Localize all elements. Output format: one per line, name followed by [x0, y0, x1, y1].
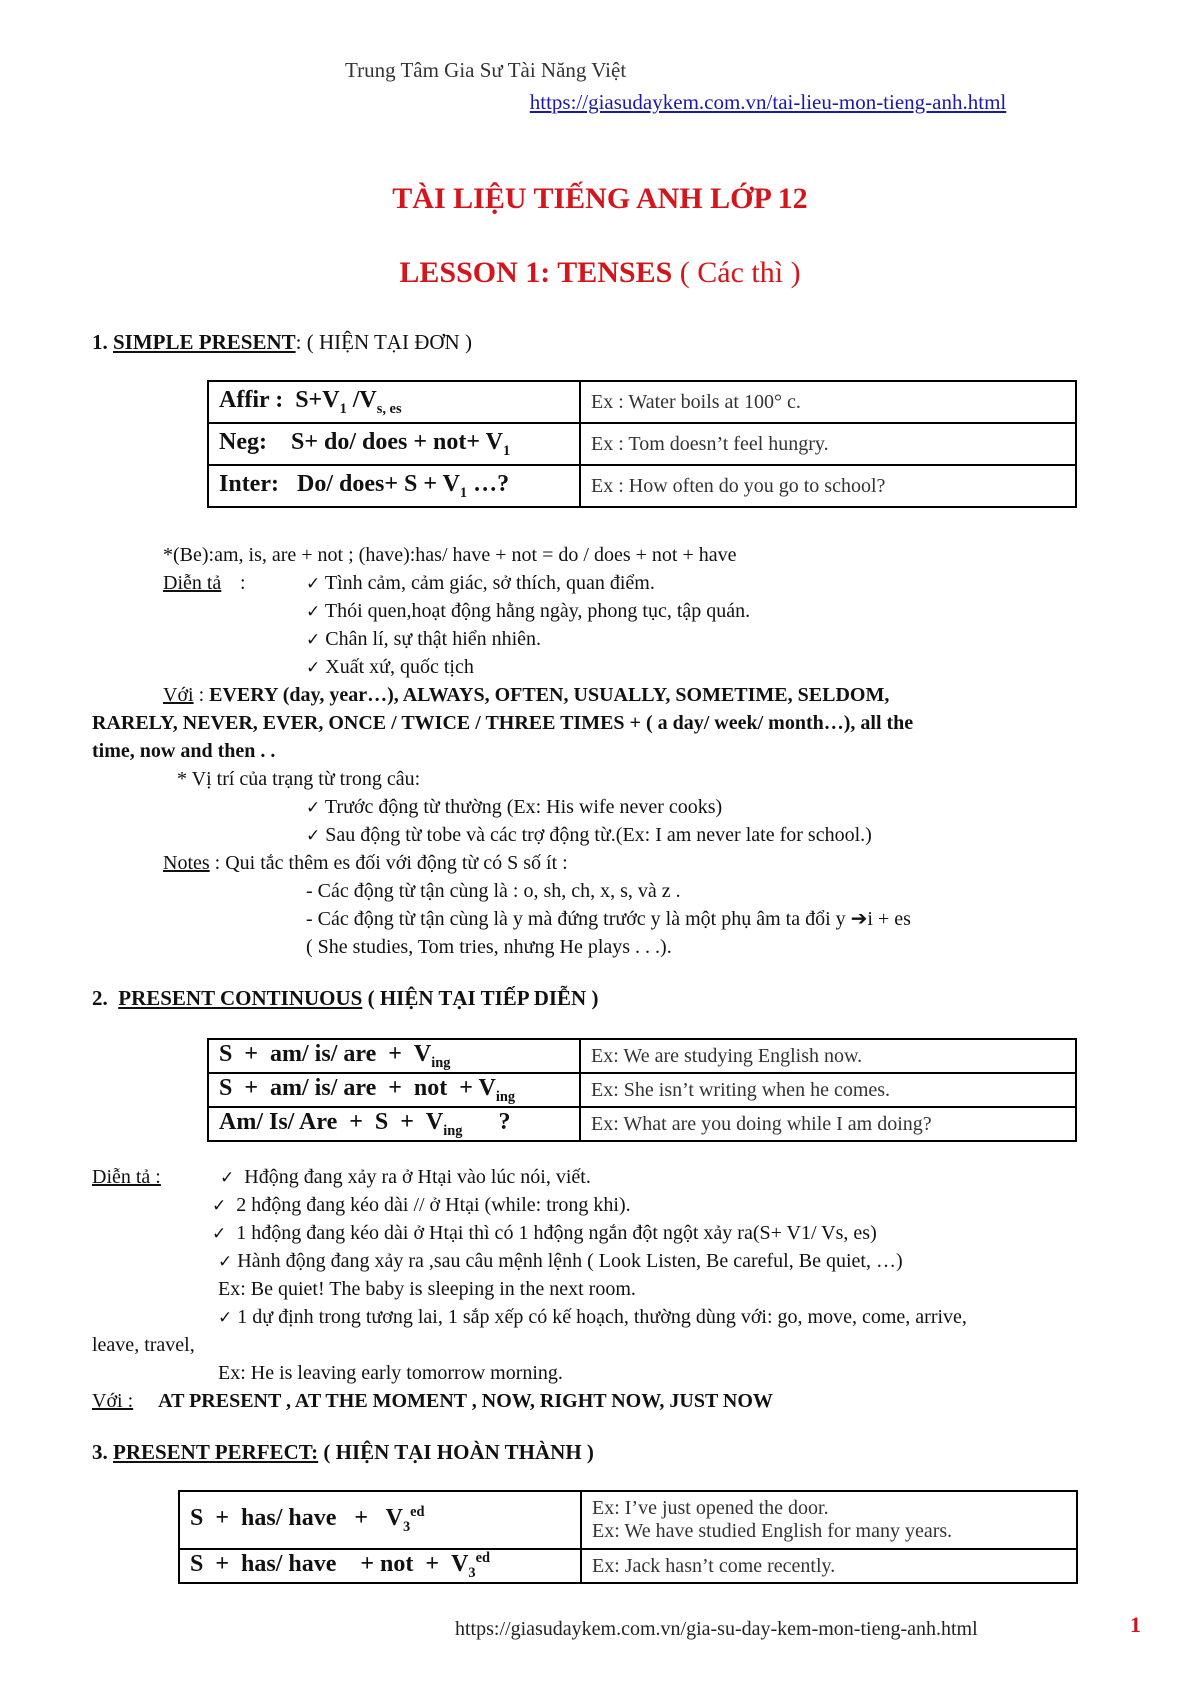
lesson-main: LESSON 1: TENSES — [399, 256, 673, 289]
example-cell: Ex: She isn’t writing when he comes. — [580, 1073, 1076, 1107]
use-item: ✓ Xuất xứ, quốc tịch — [306, 656, 474, 678]
check-icon: ✓ — [220, 1168, 235, 1188]
formula-cell: Neg: S+ do/ does + $not+ V_1$ — [208, 423, 580, 465]
table-row — [179, 1549, 1077, 1583]
example-line: Ex: He is leaving early tomorrow morning. — [218, 1362, 563, 1384]
lesson-sub: ( Các thì ) — [679, 256, 801, 289]
table-row — [208, 1073, 1076, 1107]
dienta-label: Diễn tả — [163, 572, 222, 594]
header-org: Trung Tâm Gia Sư Tài Năng Việt — [345, 58, 627, 82]
use-item: ✓ 2 hđộng đang kéo dài // ở Htại (while: trong khi). — [212, 1194, 631, 1216]
example-cell: Ex : How often do you go to school? — [580, 465, 1076, 507]
dienta-label-2: Diễn tả : — [92, 1166, 161, 1188]
use-item: ✓ Thói quen,hoạt động hằng ngày, phong tục, tập quán. — [306, 600, 751, 622]
example-line: Ex: Be quiet! The baby is sleeping in the next room. — [218, 1278, 636, 1300]
formula-cell: S + am/ is/ are + not + $V_{ing}$ — [208, 1073, 580, 1107]
section-3-vn: ( HIỆN TẠI HOÀN THÀNH ) — [323, 1440, 594, 1464]
table-row — [208, 1107, 1076, 1141]
check-icon: ✓ — [218, 1252, 233, 1272]
section-2-number: 2. — [92, 986, 108, 1010]
rule-item: ( She studies, Tom tries, nhưng He plays . . .). — [306, 936, 672, 958]
table-row — [208, 465, 1076, 507]
formula-cell: S + has/ have + not + $V_3^{ed}$ — [179, 1549, 581, 1583]
example-cell: Ex: Jack hasn’t come recently. — [581, 1549, 1077, 1583]
check-icon: ✓ — [306, 658, 321, 678]
row-label: Neg: — [219, 428, 267, 455]
section-1-heading — [92, 330, 472, 355]
notes-line: Notes : Qui tắc thêm es đối với động từ có S số ít : — [163, 852, 568, 874]
example-cell: Ex: What are you doing while I am doing? — [580, 1107, 1076, 1141]
footer-link[interactable]: https://giasudaykem.com.vn/gia-su-day-kem-mon-tieng-anh.html — [455, 1618, 978, 1640]
section-1-name: SIMPLE PRESENT — [113, 330, 296, 354]
voi-line-3: time, now and then . . — [92, 740, 276, 762]
simple-present-table — [207, 380, 1077, 508]
section-3-number: 3. — [92, 1440, 108, 1464]
position-item: ✓ Trước động từ thường (Ex: His wife never cooks) — [306, 796, 723, 818]
position-title: * Vị trí của trạng từ trong câu: — [177, 768, 421, 790]
example-cell — [581, 1491, 1077, 1549]
table-row — [208, 423, 1076, 465]
section-3-name: PRESENT PERFECT: — [113, 1440, 319, 1464]
formula-cell: Am/ Is/ Are + $S + V_{ing}$ ? — [208, 1107, 580, 1141]
use-continuation: leave, travel, — [92, 1334, 195, 1356]
section-2-heading — [92, 986, 598, 1011]
use-item: ✓ Chân lí, sự thật hiển nhiên. — [306, 628, 542, 650]
example-line: Ex: I’ve just opened the door. — [592, 1497, 829, 1519]
example-line: Ex: We have studied English for many years. — [592, 1520, 953, 1542]
voi-line-2: RARELY, NEVER, EVER, ONCE / TWICE / THREE TIMES + ( a day/ week/ month…), all the — [92, 712, 914, 734]
be-note: *(Be):am, is, are + not ; (have):has/ have + not = do / does + not + have — [163, 544, 737, 566]
check-icon: ✓ — [306, 630, 321, 650]
formula-cell: S + has/ have + $V_3^{ed}$ — [179, 1491, 581, 1549]
lesson-title — [0, 256, 1200, 290]
section-1-vn: : ( HIỆN TẠI ĐƠN ) — [295, 330, 472, 354]
check-icon: ✓ — [306, 602, 321, 622]
use-item: ✓ Tình cảm, cảm giác, sở thích, quan điểm. — [306, 572, 655, 594]
check-icon: ✓ — [306, 574, 321, 594]
section-2-vn: ( HIỆN TẠI TIẾP DIỄN ) — [367, 986, 599, 1010]
position-item: ✓ Sau động từ tobe và các trợ động từ.(Ex: I am never late for school.) — [306, 824, 872, 846]
table-row — [208, 381, 1076, 423]
present-perfect-table — [178, 1490, 1078, 1584]
formula-cell: Inter: Do/ does+ $S + V_1$ …? — [208, 465, 580, 507]
section-1-number: 1. — [92, 330, 108, 354]
formula-cell: Affir : $S+V_1$ $/V_{s, es}$ — [208, 381, 580, 423]
use-item: ✓ 1 dự định trong tương lai, 1 sắp xếp có kế hoạch, thường dùng với: go, move, come, arrive, — [218, 1306, 967, 1328]
check-icon: ✓ — [218, 1308, 233, 1328]
use-item: ✓ 1 hđộng đang kéo dài ở Htại thì có 1 hđộng ngắn đột ngột xảy ra(S+ V1/ Vs, es) — [212, 1222, 877, 1244]
row-label: Inter: — [219, 470, 279, 497]
use-item: ✓ Hành động đang xảy ra ,sau câu mệnh lệnh ( Look Listen, Be careful, Be quiet, …) — [218, 1250, 903, 1272]
check-icon: ✓ — [212, 1196, 227, 1216]
section-3-heading — [92, 1440, 594, 1465]
check-icon: ✓ — [306, 826, 321, 846]
row-label: Affir : — [219, 386, 284, 413]
example-cell: Ex : Water boils at 100° c. — [580, 381, 1076, 423]
table-row — [208, 1039, 1076, 1073]
example-cell: Ex: We are studying English now. — [580, 1039, 1076, 1073]
document-title: TÀI LIỆU TIẾNG ANH LỚP 12 — [392, 182, 808, 215]
check-icon: ✓ — [212, 1224, 227, 1244]
table-row — [179, 1491, 1077, 1549]
example-cell: Ex : Tom doesn’t feel hungry. — [580, 423, 1076, 465]
rule-item: - Các động từ tận cùng là : o, sh, ch, x, s, và z . — [306, 880, 681, 902]
section-2-name: PRESENT CONTINUOUS — [118, 986, 363, 1010]
use-item: ✓ Hđộng đang xảy ra ở Htại vào lúc nói, viết. — [220, 1166, 591, 1188]
voi-line-1: Với : EVERY (day, year…), ALWAYS, OFTEN, USUALLY, SOMETIME, SELDOM, — [163, 684, 890, 706]
check-icon: ✓ — [306, 798, 321, 818]
voi-line-s2: Với : AT PRESENT , AT THE MOMENT , NOW, RIGHT NOW, JUST NOW — [92, 1390, 773, 1412]
formula-cell: S + am/ is/ are + $V_{ing}$ — [208, 1039, 580, 1073]
rule-item: - Các động từ tận cùng là y mà đứng trước y là một phụ âm ta đổi y ➔i + es — [306, 908, 911, 930]
page-number: 1 — [1130, 1612, 1141, 1637]
header-link[interactable]: https://giasudaykem.com.vn/tai-lieu-mon-tieng-anh.html — [529, 90, 1007, 114]
present-continuous-table — [207, 1038, 1077, 1142]
